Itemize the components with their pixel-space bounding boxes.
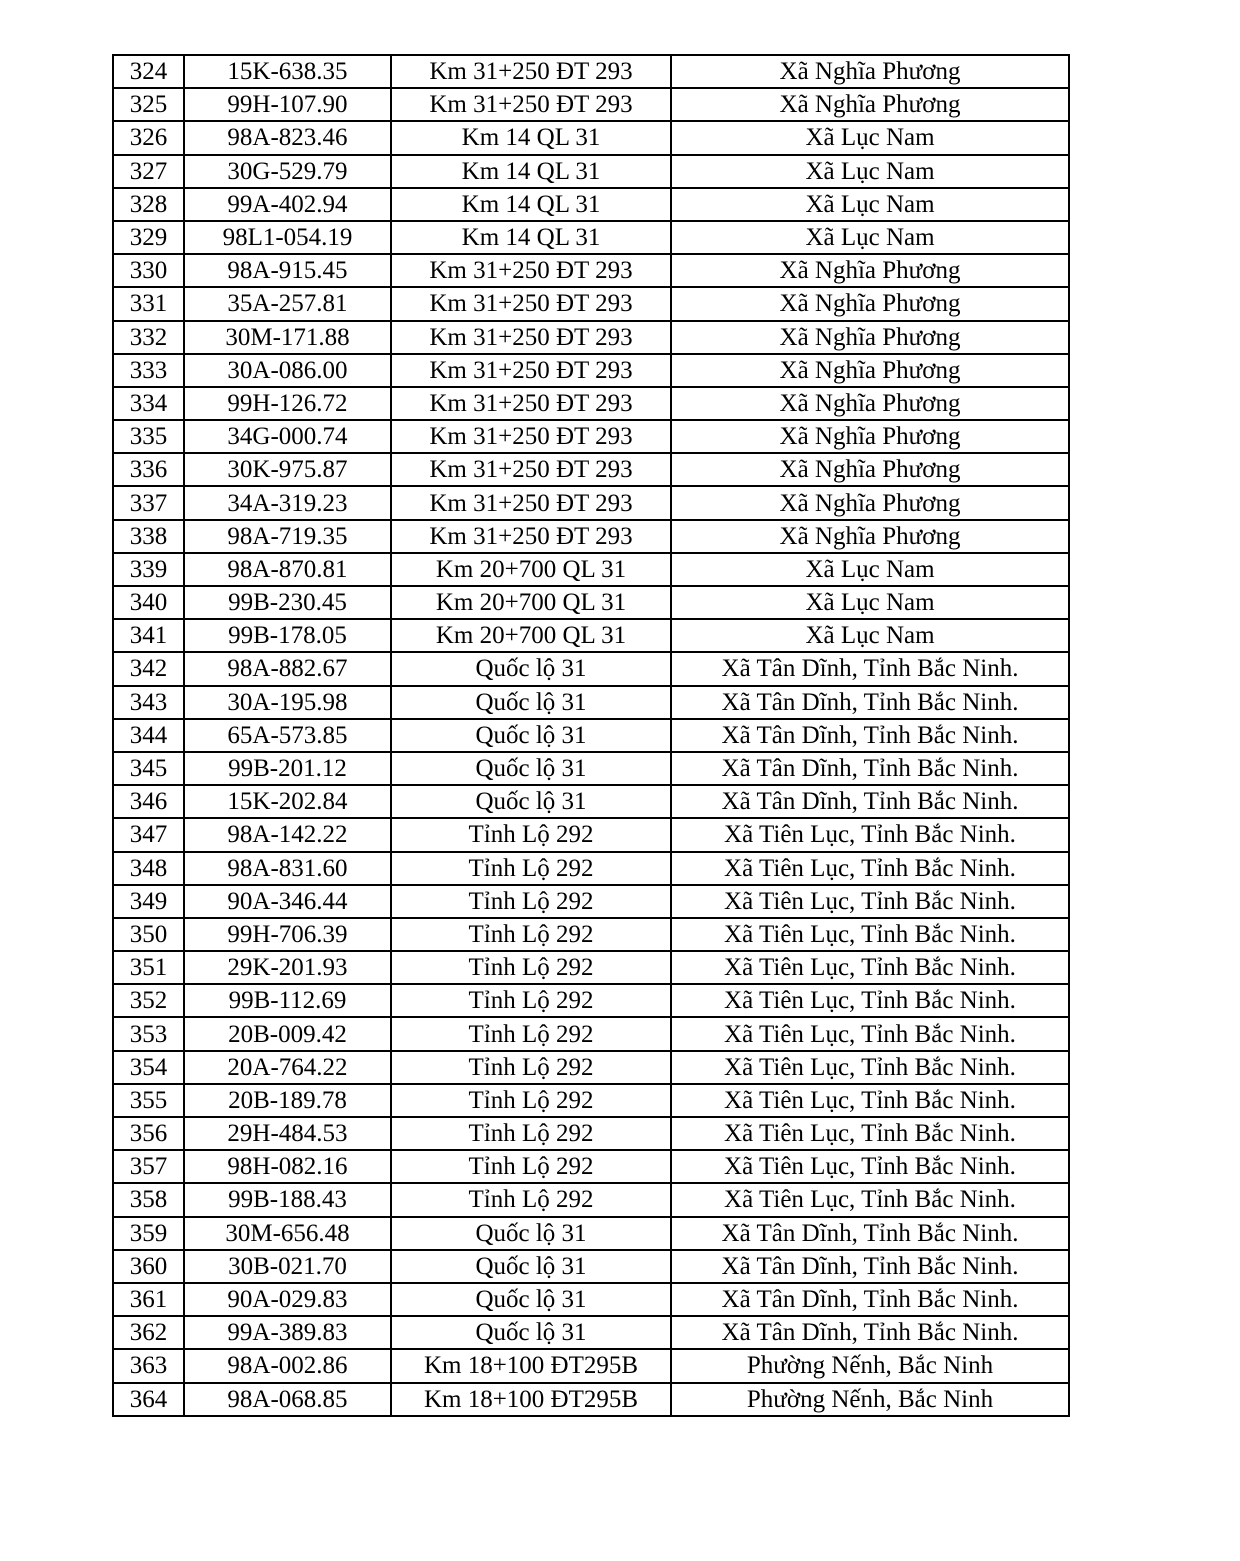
license-plate-cell: 30K-975.87	[184, 453, 391, 486]
commune-cell: Xã Lục Nam	[671, 619, 1069, 652]
road-location-cell: Km 14 QL 31	[391, 221, 671, 254]
row-number-cell: 358	[113, 1183, 184, 1216]
road-location-cell: Km 14 QL 31	[391, 155, 671, 188]
commune-cell: Xã Tiên Lục, Tỉnh Bắc Ninh.	[671, 951, 1069, 984]
license-plate-cell: 30M-171.88	[184, 321, 391, 354]
table-row	[113, 752, 1069, 785]
commune-cell: Xã Nghĩa Phương	[671, 321, 1069, 354]
table-row	[113, 1349, 1069, 1382]
commune-cell: Xã Nghĩa Phương	[671, 55, 1069, 88]
road-location-cell: Quốc lộ 31	[391, 785, 671, 818]
commune-cell: Xã Nghĩa Phương	[671, 486, 1069, 519]
road-location-cell: Km 20+700 QL 31	[391, 553, 671, 586]
license-plate-cell: 98A-823.46	[184, 121, 391, 154]
license-plate-cell: 30A-195.98	[184, 686, 391, 719]
license-plate-cell: 99B-178.05	[184, 619, 391, 652]
row-number-cell: 345	[113, 752, 184, 785]
license-plate-cell: 29K-201.93	[184, 951, 391, 984]
document-page	[112, 54, 1070, 1417]
license-plate-cell: 90A-346.44	[184, 885, 391, 918]
commune-cell: Xã Tân Dĩnh, Tỉnh Bắc Ninh.	[671, 686, 1069, 719]
row-number-cell: 359	[113, 1217, 184, 1250]
violations-table	[112, 54, 1070, 1417]
road-location-cell: Km 14 QL 31	[391, 121, 671, 154]
license-plate-cell: 99A-402.94	[184, 188, 391, 221]
commune-cell: Xã Tiên Lục, Tỉnh Bắc Ninh.	[671, 1117, 1069, 1150]
row-number-cell: 334	[113, 387, 184, 420]
road-location-cell: Km 31+250 ĐT 293	[391, 453, 671, 486]
table-row	[113, 1183, 1069, 1216]
road-location-cell: Tỉnh Lộ 292	[391, 1183, 671, 1216]
license-plate-cell: 99B-201.12	[184, 752, 391, 785]
commune-cell: Xã Tiên Lục, Tỉnh Bắc Ninh.	[671, 918, 1069, 951]
table-row	[113, 1084, 1069, 1117]
commune-cell: Xã Lục Nam	[671, 155, 1069, 188]
table-row	[113, 1383, 1069, 1416]
license-plate-cell: 30A-086.00	[184, 354, 391, 387]
license-plate-cell: 99B-230.45	[184, 586, 391, 619]
row-number-cell: 342	[113, 652, 184, 685]
commune-cell: Xã Tân Dĩnh, Tỉnh Bắc Ninh.	[671, 1283, 1069, 1316]
row-number-cell: 355	[113, 1084, 184, 1117]
table-row	[113, 88, 1069, 121]
road-location-cell: Quốc lộ 31	[391, 719, 671, 752]
license-plate-cell: 98A-068.85	[184, 1383, 391, 1416]
commune-cell: Xã Tân Dĩnh, Tỉnh Bắc Ninh.	[671, 652, 1069, 685]
table-row	[113, 553, 1069, 586]
road-location-cell: Km 31+250 ĐT 293	[391, 55, 671, 88]
commune-cell: Xã Tiên Lục, Tỉnh Bắc Ninh.	[671, 885, 1069, 918]
license-plate-cell: 98H-082.16	[184, 1150, 391, 1183]
row-number-cell: 363	[113, 1349, 184, 1382]
table-row	[113, 1051, 1069, 1084]
row-number-cell: 327	[113, 155, 184, 188]
road-location-cell: Km 31+250 ĐT 293	[391, 321, 671, 354]
license-plate-cell: 99B-188.43	[184, 1183, 391, 1216]
license-plate-cell: 90A-029.83	[184, 1283, 391, 1316]
commune-cell: Xã Nghĩa Phương	[671, 453, 1069, 486]
license-plate-cell: 35A-257.81	[184, 287, 391, 320]
license-plate-cell: 30M-656.48	[184, 1217, 391, 1250]
table-row	[113, 818, 1069, 851]
license-plate-cell: 15K-638.35	[184, 55, 391, 88]
commune-cell: Xã Tân Dĩnh, Tỉnh Bắc Ninh.	[671, 785, 1069, 818]
row-number-cell: 360	[113, 1250, 184, 1283]
license-plate-cell: 98A-719.35	[184, 520, 391, 553]
table-row	[113, 619, 1069, 652]
road-location-cell: Tỉnh Lộ 292	[391, 885, 671, 918]
row-number-cell: 348	[113, 852, 184, 885]
commune-cell: Xã Lục Nam	[671, 586, 1069, 619]
row-number-cell: 361	[113, 1283, 184, 1316]
road-location-cell: Km 31+250 ĐT 293	[391, 254, 671, 287]
row-number-cell: 331	[113, 287, 184, 320]
commune-cell: Xã Tiên Lục, Tỉnh Bắc Ninh.	[671, 1183, 1069, 1216]
table-row	[113, 852, 1069, 885]
road-location-cell: Km 31+250 ĐT 293	[391, 486, 671, 519]
commune-cell: Xã Tiên Lục, Tỉnh Bắc Ninh.	[671, 984, 1069, 1017]
table-row	[113, 55, 1069, 88]
road-location-cell: Tỉnh Lộ 292	[391, 852, 671, 885]
table-row	[113, 785, 1069, 818]
row-number-cell: 337	[113, 486, 184, 519]
table-row	[113, 520, 1069, 553]
table-row	[113, 686, 1069, 719]
road-location-cell: Tỉnh Lộ 292	[391, 1017, 671, 1050]
road-location-cell: Tỉnh Lộ 292	[391, 984, 671, 1017]
commune-cell: Xã Lục Nam	[671, 188, 1069, 221]
table-row	[113, 1316, 1069, 1349]
row-number-cell: 351	[113, 951, 184, 984]
row-number-cell: 339	[113, 553, 184, 586]
license-plate-cell: 34A-319.23	[184, 486, 391, 519]
row-number-cell: 329	[113, 221, 184, 254]
road-location-cell: Quốc lộ 31	[391, 652, 671, 685]
license-plate-cell: 65A-573.85	[184, 719, 391, 752]
license-plate-cell: 15K-202.84	[184, 785, 391, 818]
row-number-cell: 354	[113, 1051, 184, 1084]
road-location-cell: Quốc lộ 31	[391, 686, 671, 719]
license-plate-cell: 98A-002.86	[184, 1349, 391, 1382]
road-location-cell: Km 20+700 QL 31	[391, 586, 671, 619]
license-plate-cell: 98A-831.60	[184, 852, 391, 885]
commune-cell: Xã Tân Dĩnh, Tỉnh Bắc Ninh.	[671, 1250, 1069, 1283]
row-number-cell: 332	[113, 321, 184, 354]
commune-cell: Xã Nghĩa Phương	[671, 88, 1069, 121]
table-row	[113, 1217, 1069, 1250]
row-number-cell: 325	[113, 88, 184, 121]
license-plate-cell: 34G-000.74	[184, 420, 391, 453]
license-plate-cell: 99H-107.90	[184, 88, 391, 121]
road-location-cell: Km 31+250 ĐT 293	[391, 354, 671, 387]
row-number-cell: 349	[113, 885, 184, 918]
road-location-cell: Tỉnh Lộ 292	[391, 918, 671, 951]
commune-cell: Xã Tiên Lục, Tỉnh Bắc Ninh.	[671, 1017, 1069, 1050]
license-plate-cell: 98A-142.22	[184, 818, 391, 851]
table-row	[113, 387, 1069, 420]
row-number-cell: 356	[113, 1117, 184, 1150]
table-row	[113, 1283, 1069, 1316]
commune-cell: Xã Lục Nam	[671, 221, 1069, 254]
road-location-cell: Tỉnh Lộ 292	[391, 1150, 671, 1183]
license-plate-cell: 30G-529.79	[184, 155, 391, 188]
row-number-cell: 362	[113, 1316, 184, 1349]
table-body	[113, 55, 1069, 1416]
road-location-cell: Tỉnh Lộ 292	[391, 818, 671, 851]
table-row	[113, 1017, 1069, 1050]
row-number-cell: 341	[113, 619, 184, 652]
road-location-cell: Tỉnh Lộ 292	[391, 1117, 671, 1150]
commune-cell: Xã Nghĩa Phương	[671, 387, 1069, 420]
road-location-cell: Tỉnh Lộ 292	[391, 951, 671, 984]
license-plate-cell: 20B-189.78	[184, 1084, 391, 1117]
license-plate-cell: 99B-112.69	[184, 984, 391, 1017]
commune-cell: Xã Nghĩa Phương	[671, 420, 1069, 453]
road-location-cell: Quốc lộ 31	[391, 1217, 671, 1250]
table-row	[113, 885, 1069, 918]
road-location-cell: Km 18+100 ĐT295B	[391, 1383, 671, 1416]
row-number-cell: 346	[113, 785, 184, 818]
table-row	[113, 420, 1069, 453]
table-row	[113, 453, 1069, 486]
license-plate-cell: 29H-484.53	[184, 1117, 391, 1150]
row-number-cell: 336	[113, 453, 184, 486]
license-plate-cell: 20B-009.42	[184, 1017, 391, 1050]
table-row	[113, 719, 1069, 752]
table-row	[113, 221, 1069, 254]
road-location-cell: Km 14 QL 31	[391, 188, 671, 221]
table-row	[113, 918, 1069, 951]
commune-cell: Xã Tiên Lục, Tỉnh Bắc Ninh.	[671, 818, 1069, 851]
commune-cell: Xã Lục Nam	[671, 553, 1069, 586]
row-number-cell: 326	[113, 121, 184, 154]
row-number-cell: 335	[113, 420, 184, 453]
license-plate-cell: 99A-389.83	[184, 1316, 391, 1349]
table-row	[113, 188, 1069, 221]
license-plate-cell: 20A-764.22	[184, 1051, 391, 1084]
commune-cell: Xã Tiên Lục, Tỉnh Bắc Ninh.	[671, 1084, 1069, 1117]
commune-cell: Phường Nếnh, Bắc Ninh	[671, 1349, 1069, 1382]
row-number-cell: 340	[113, 586, 184, 619]
commune-cell: Xã Lục Nam	[671, 121, 1069, 154]
road-location-cell: Km 18+100 ĐT295B	[391, 1349, 671, 1382]
table-row	[113, 155, 1069, 188]
commune-cell: Xã Nghĩa Phương	[671, 354, 1069, 387]
road-location-cell: Km 31+250 ĐT 293	[391, 387, 671, 420]
commune-cell: Xã Nghĩa Phương	[671, 287, 1069, 320]
row-number-cell: 364	[113, 1383, 184, 1416]
road-location-cell: Km 31+250 ĐT 293	[391, 520, 671, 553]
table-row	[113, 951, 1069, 984]
road-location-cell: Quốc lộ 31	[391, 752, 671, 785]
road-location-cell: Km 20+700 QL 31	[391, 619, 671, 652]
commune-cell: Phường Nếnh, Bắc Ninh	[671, 1383, 1069, 1416]
table-row	[113, 1150, 1069, 1183]
row-number-cell: 333	[113, 354, 184, 387]
license-plate-cell: 99H-706.39	[184, 918, 391, 951]
road-location-cell: Quốc lộ 31	[391, 1316, 671, 1349]
table-row	[113, 1250, 1069, 1283]
license-plate-cell: 30B-021.70	[184, 1250, 391, 1283]
license-plate-cell: 98A-882.67	[184, 652, 391, 685]
row-number-cell: 347	[113, 818, 184, 851]
commune-cell: Xã Tiên Lục, Tỉnh Bắc Ninh.	[671, 1051, 1069, 1084]
row-number-cell: 328	[113, 188, 184, 221]
license-plate-cell: 98A-915.45	[184, 254, 391, 287]
row-number-cell: 350	[113, 918, 184, 951]
table-row	[113, 586, 1069, 619]
road-location-cell: Quốc lộ 31	[391, 1283, 671, 1316]
commune-cell: Xã Tân Dĩnh, Tỉnh Bắc Ninh.	[671, 1217, 1069, 1250]
table-row	[113, 652, 1069, 685]
commune-cell: Xã Tân Dĩnh, Tỉnh Bắc Ninh.	[671, 719, 1069, 752]
commune-cell: Xã Tân Dĩnh, Tỉnh Bắc Ninh.	[671, 1316, 1069, 1349]
row-number-cell: 343	[113, 686, 184, 719]
table-row	[113, 321, 1069, 354]
row-number-cell: 357	[113, 1150, 184, 1183]
table-row	[113, 354, 1069, 387]
row-number-cell: 330	[113, 254, 184, 287]
road-location-cell: Tỉnh Lộ 292	[391, 1051, 671, 1084]
road-location-cell: Quốc lộ 31	[391, 1250, 671, 1283]
table-row	[113, 1117, 1069, 1150]
road-location-cell: Km 31+250 ĐT 293	[391, 88, 671, 121]
license-plate-cell: 98L1-054.19	[184, 221, 391, 254]
commune-cell: Xã Tân Dĩnh, Tỉnh Bắc Ninh.	[671, 752, 1069, 785]
row-number-cell: 338	[113, 520, 184, 553]
commune-cell: Xã Nghĩa Phương	[671, 254, 1069, 287]
commune-cell: Xã Nghĩa Phương	[671, 520, 1069, 553]
road-location-cell: Km 31+250 ĐT 293	[391, 287, 671, 320]
road-location-cell: Tỉnh Lộ 292	[391, 1084, 671, 1117]
table-row	[113, 254, 1069, 287]
table-row	[113, 287, 1069, 320]
license-plate-cell: 99H-126.72	[184, 387, 391, 420]
license-plate-cell: 98A-870.81	[184, 553, 391, 586]
road-location-cell: Km 31+250 ĐT 293	[391, 420, 671, 453]
table-row	[113, 486, 1069, 519]
row-number-cell: 353	[113, 1017, 184, 1050]
commune-cell: Xã Tiên Lục, Tỉnh Bắc Ninh.	[671, 1150, 1069, 1183]
commune-cell: Xã Tiên Lục, Tỉnh Bắc Ninh.	[671, 852, 1069, 885]
table-row	[113, 984, 1069, 1017]
table-row	[113, 121, 1069, 154]
row-number-cell: 344	[113, 719, 184, 752]
row-number-cell: 324	[113, 55, 184, 88]
row-number-cell: 352	[113, 984, 184, 1017]
